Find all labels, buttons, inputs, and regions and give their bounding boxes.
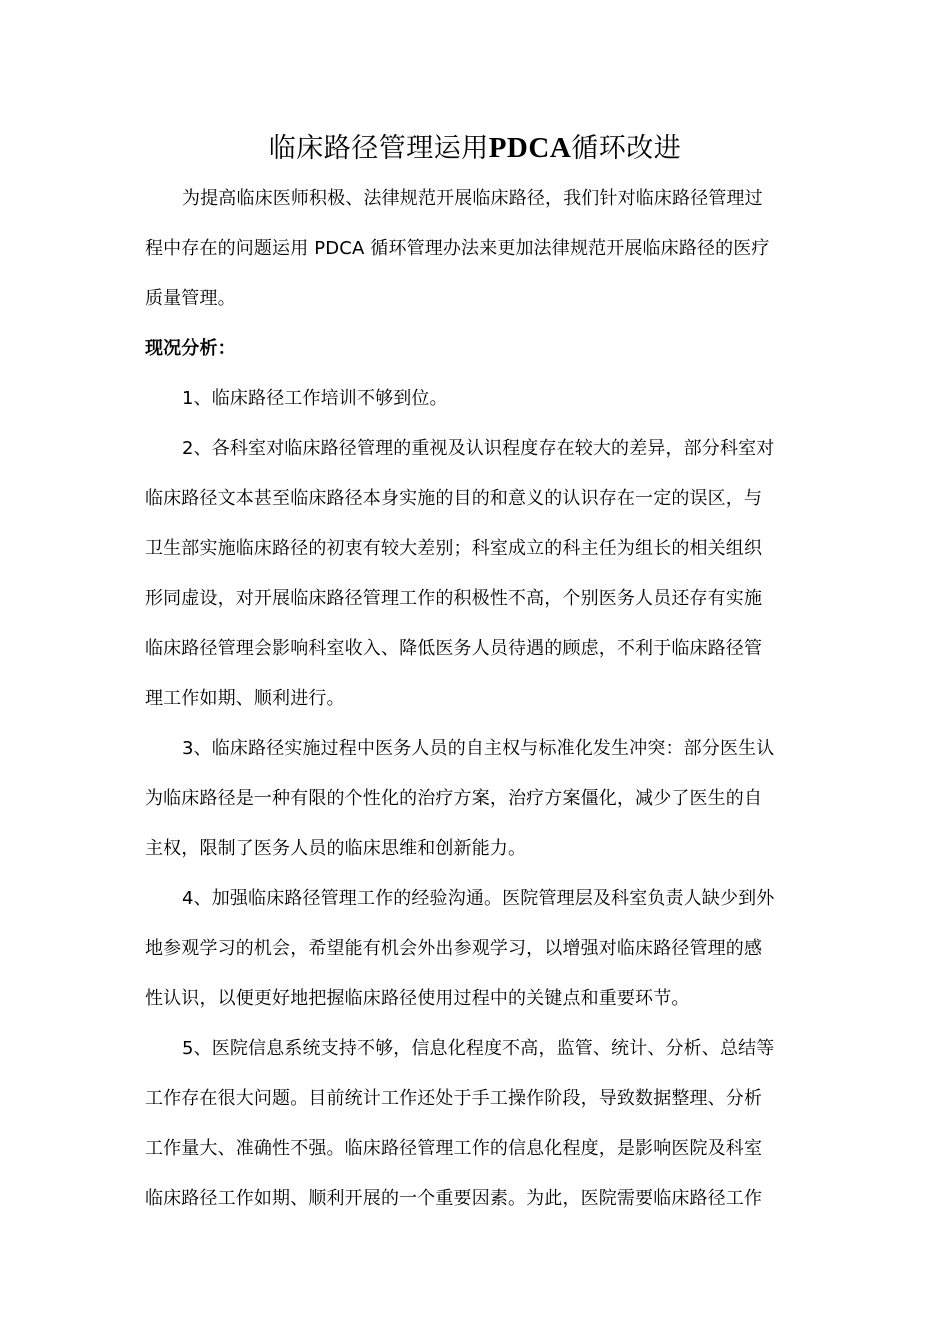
- item-2-line-5: 临床路径管理会影响科室收入、降低医务人员待遇的顾虑，不利于临床路径管: [145, 638, 763, 659]
- item-3-line-3: 主权，限制了医务人员的临床思维和创新能力。: [145, 838, 527, 859]
- title-prefix: 临床路径管理运用: [268, 133, 489, 164]
- item-1-line-1: 1、临床路径工作培训不够到位。: [182, 388, 448, 409]
- title-latin: PDCA: [488, 132, 572, 164]
- intro-line-1: 为提高临床医师积极、法律规范开展临床路径，我们针对临床路径管理过: [182, 188, 763, 209]
- intro-line-3: 质量管理。: [145, 288, 236, 309]
- item-4-line-3: 性认识，以便更好地把握临床路径使用过程中的关键点和重要环节。: [145, 988, 690, 1009]
- item-4-line-2: 地参观学习的机会，希望能有机会外出参观学习，以增强对临床路径管理的感: [145, 938, 763, 959]
- item-4-line-1: 4、加强临床路径管理工作的经验沟通。医院管理层及科室负责人缺少到外: [182, 888, 775, 909]
- intro-line-2: 程中存在的问题运用 PDCA 循环管理办法来更加法律规范开展临床路径的医疗: [145, 238, 770, 259]
- item-5-line-3: 工作量大、准确性不强。临床路径管理工作的信息化程度，是影响医院及科室: [145, 1138, 763, 1159]
- item-2-line-6: 理工作如期、顺利进行。: [145, 688, 345, 709]
- item-2-line-3: 卫生部实施临床路径的初衷有较大差别；科室成立的科主任为组长的相关组织: [145, 538, 763, 559]
- item-5-line-2: 工作存在很大问题。目前统计工作还处于手工操作阶段，导致数据整理、分析: [145, 1088, 763, 1109]
- section-heading: 现况分析：: [145, 338, 236, 359]
- item-5-line-4: 临床路径工作如期、顺利开展的一个重要因素。为此，医院需要临床路径工作: [145, 1188, 763, 1209]
- item-2-line-4: 形同虚设，对开展临床路径管理工作的积极性不高，个别医务人员还存有实施: [145, 588, 763, 609]
- item-3-line-1: 3、临床路径实施过程中医务人员的自主权与标准化发生冲突：部分医生认: [182, 738, 775, 759]
- item-5-line-1: 5、医院信息系统支持不够，信息化程度不高，监管、统计、分析、总结等: [182, 1038, 775, 1059]
- document-title: [0, 128, 950, 169]
- title-suffix: 循环改进: [571, 133, 682, 164]
- item-2-line-2: 临床路径文本甚至临床路径本身实施的目的和意义的认识存在一定的误区，与: [145, 488, 763, 509]
- item-2-line-1: 2、各科室对临床路径管理的重视及认识程度存在较大的差异，部分科室对: [182, 438, 775, 459]
- item-3-line-2: 为临床路径是一种有限的个性化的治疗方案，治疗方案僵化，减少了医生的自: [145, 788, 763, 809]
